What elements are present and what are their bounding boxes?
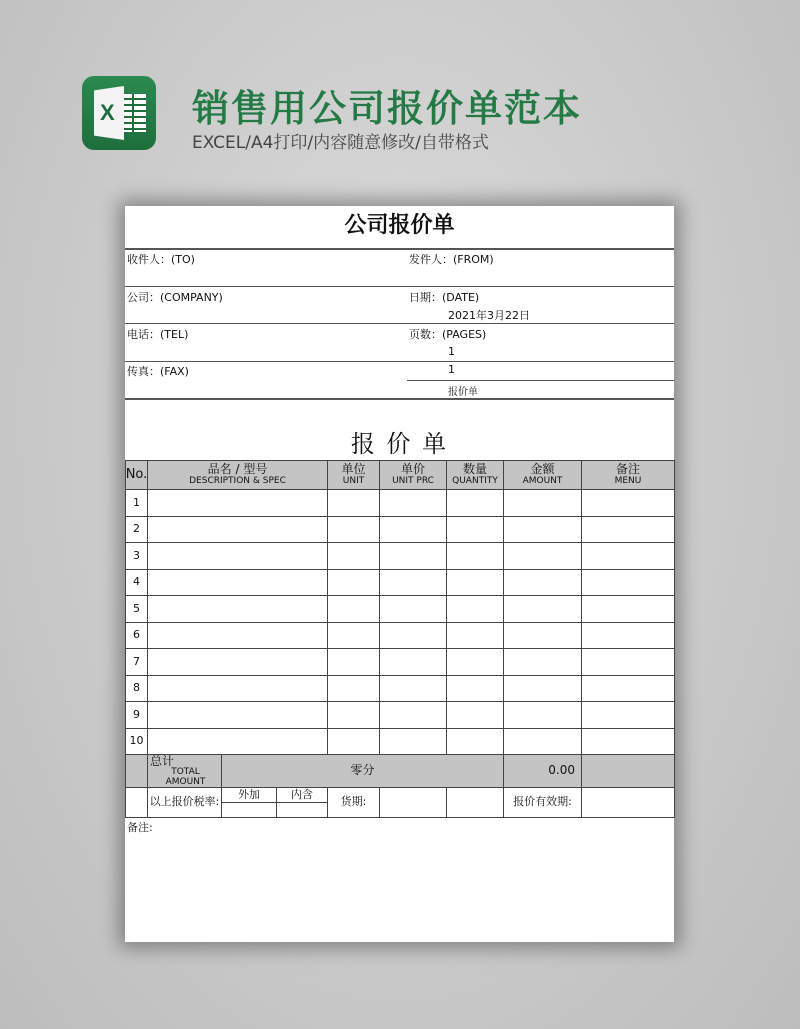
pages-value[interactable]: 1 (448, 345, 455, 358)
banner-title: 销售用公司报价单范本 (192, 87, 582, 130)
delivery-label-text: 货期: (340, 795, 367, 809)
column-header-en: MENU (614, 475, 642, 486)
table-cell[interactable] (503, 622, 582, 650)
table-cell[interactable] (147, 569, 328, 597)
table-cell[interactable] (379, 542, 447, 570)
table-cell[interactable] (581, 516, 675, 544)
table-cell[interactable] (581, 701, 675, 729)
table-cell[interactable] (147, 728, 328, 756)
table-cell[interactable] (147, 542, 328, 570)
tax-spacer (125, 787, 148, 818)
date-label: 日期：(DATE) (409, 291, 480, 304)
tel-field[interactable]: 电话：(TEL) (127, 328, 189, 341)
column-header (147, 460, 328, 490)
table-cell[interactable] (327, 701, 380, 729)
table-cell[interactable] (327, 516, 380, 544)
table-cell[interactable] (446, 622, 504, 650)
row-number-text: 9 (133, 707, 140, 721)
sheet-title: 公司报价单 (344, 213, 455, 238)
column-header-cn: No. (125, 466, 148, 482)
tax-label-text: 以上报价税率: (149, 795, 220, 809)
table-cell[interactable] (147, 648, 328, 676)
row-number (125, 516, 148, 544)
table-cell[interactable] (446, 489, 504, 517)
column-header-cn: 单位 (341, 462, 366, 477)
table-cell[interactable] (503, 675, 582, 703)
table-cell[interactable] (581, 675, 675, 703)
divider (125, 286, 674, 287)
fax-field[interactable]: 传真：(FAX) (127, 365, 189, 378)
table-cell[interactable] (327, 542, 380, 570)
validity-label (503, 787, 582, 818)
table-cell[interactable] (446, 595, 504, 623)
row-number (125, 489, 148, 517)
table-cell[interactable] (327, 675, 380, 703)
table-cell[interactable] (581, 489, 675, 517)
table-cell[interactable] (503, 701, 582, 729)
column-header-cn: 数量 (462, 462, 487, 477)
from-field[interactable]: 发件人：(FROM) (409, 253, 494, 266)
amount-in-words (221, 754, 504, 788)
total-amount (503, 754, 582, 788)
amount-in-words-text: 零分 (350, 763, 375, 778)
doc-type: 报价单 (448, 387, 478, 398)
validity-label-text: 报价有效期: (513, 795, 572, 809)
table-cell[interactable] (503, 489, 582, 517)
row-number-text: 5 (133, 601, 140, 615)
row-number (125, 648, 148, 676)
column-header-cn: 金额 (530, 462, 555, 477)
table-cell[interactable] (581, 595, 675, 623)
date-value[interactable]: 2021年3月22日 (448, 309, 530, 322)
table-cell[interactable] (379, 595, 447, 623)
quote-sheet (125, 206, 674, 942)
table-cell[interactable] (581, 648, 675, 676)
banner-subtitle: EXCEL/A4打印/内容随意修改/自带格式 (192, 133, 489, 153)
delivery-label (327, 787, 380, 818)
row-number (125, 675, 148, 703)
table-cell[interactable] (147, 595, 328, 623)
table-cell[interactable] (327, 728, 380, 756)
column-header-en: DESCRIPTION & SPEC (189, 475, 286, 486)
table-cell[interactable] (379, 701, 447, 729)
tax-extra-text: 外加 (238, 787, 260, 801)
blank-cell[interactable] (446, 787, 504, 818)
column-header-cn: 单价 (400, 462, 425, 477)
table-cell[interactable] (147, 622, 328, 650)
column-header (125, 460, 148, 490)
table-cell[interactable] (446, 569, 504, 597)
table-cell[interactable] (503, 728, 582, 756)
table-cell[interactable] (446, 675, 504, 703)
table-cell[interactable] (379, 516, 447, 544)
validity-input[interactable] (581, 787, 675, 818)
excel-icon: X (82, 76, 156, 150)
total-amount-text: 0.00 (548, 763, 575, 778)
table-cell[interactable] (379, 728, 447, 756)
row-number-text: 7 (133, 654, 140, 668)
table-cell[interactable] (379, 569, 447, 597)
table-cell[interactable] (581, 569, 675, 597)
row-number-text: 4 (133, 575, 140, 589)
row-number (125, 701, 148, 729)
to-field[interactable]: 收件人：(TO) (127, 253, 195, 266)
column-header (446, 460, 504, 490)
column-header-en: UNIT PRC (392, 475, 434, 486)
row-number-text: 6 (133, 628, 140, 642)
fax-right-value[interactable]: 1 (448, 363, 455, 376)
quote-heading: 报 价 单 (350, 430, 449, 458)
divider (125, 248, 674, 250)
row-number-text: 10 (129, 734, 144, 748)
total-label (147, 754, 222, 788)
divider (125, 398, 674, 400)
column-header (379, 460, 447, 490)
table-cell[interactable] (327, 595, 380, 623)
table-cell[interactable] (503, 595, 582, 623)
row-number-text: 2 (133, 522, 140, 536)
column-header-cn: 备注 (615, 462, 640, 477)
divider (125, 323, 674, 324)
table-cell[interactable] (503, 516, 582, 544)
row-number-text: 8 (133, 681, 140, 695)
tax-included-header (276, 787, 328, 803)
table-cell[interactable] (446, 542, 504, 570)
table-cell[interactable] (327, 569, 380, 597)
divider (407, 380, 674, 381)
table-cell[interactable] (379, 675, 447, 703)
tax-included-input[interactable] (276, 802, 328, 818)
table-cell[interactable] (147, 701, 328, 729)
table-cell[interactable] (581, 728, 675, 756)
table-cell[interactable] (147, 675, 328, 703)
divider (125, 361, 674, 362)
tax-included-text: 内含 (291, 787, 313, 801)
table-cell[interactable] (327, 489, 380, 517)
total-spacer (125, 754, 148, 788)
pages-label: 页数：(PAGES) (409, 328, 487, 341)
row-number-text: 1 (133, 495, 140, 509)
column-header-en: QUANTITY (452, 475, 498, 486)
row-number (125, 569, 148, 597)
table-cell[interactable] (379, 489, 447, 517)
column-header-en: AMOUNT (522, 475, 563, 486)
row-number (125, 622, 148, 650)
total-label-cn: 总计 (150, 753, 175, 768)
notes-label: 备注: (127, 821, 153, 834)
table-cell[interactable] (379, 648, 447, 676)
table-cell[interactable] (327, 622, 380, 650)
table-cell[interactable] (446, 648, 504, 676)
row-number (125, 595, 148, 623)
table-cell[interactable] (446, 701, 504, 729)
row-number (125, 728, 148, 756)
table-cell[interactable] (147, 489, 328, 517)
row-number (125, 542, 148, 570)
company-field[interactable]: 公司：(COMPANY) (127, 291, 223, 304)
column-header-en: UNIT (342, 475, 365, 486)
table-cell[interactable] (503, 648, 582, 676)
table-cell[interactable] (147, 516, 328, 544)
column-header (581, 460, 675, 490)
table-cell[interactable] (503, 569, 582, 597)
column-header (503, 460, 582, 490)
total-label-en: TOTAL AMOUNT (165, 766, 206, 787)
delivery-input[interactable] (379, 787, 447, 818)
column-header-cn: 品名 / 型号 (207, 462, 268, 477)
tax-extra-input[interactable] (221, 802, 277, 818)
table-cell[interactable] (327, 648, 380, 676)
table-cell[interactable] (581, 542, 675, 570)
table-cell[interactable] (581, 622, 675, 650)
tax-label (147, 787, 222, 818)
table-cell[interactable] (379, 622, 447, 650)
table-cell[interactable] (446, 516, 504, 544)
column-header (327, 460, 380, 490)
total-spacer (581, 754, 675, 788)
tax-extra-header (221, 787, 277, 803)
row-number-text: 3 (133, 548, 140, 562)
table-cell[interactable] (503, 542, 582, 570)
table-cell[interactable] (446, 728, 504, 756)
